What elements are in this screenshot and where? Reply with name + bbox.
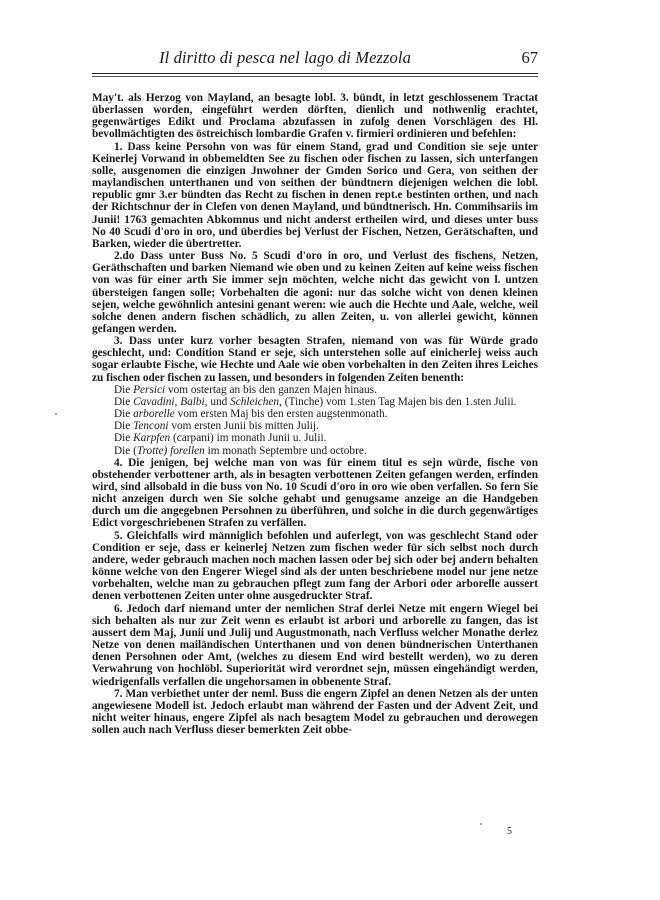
list-item: Die arborelle vom ersten Maj bis den ersten augstenmonath. bbox=[114, 408, 388, 421]
intro-paragraph: May't. als Herzog von Mayland, an besagte lobl. 3. bündt, in letzt geschlossenem Tractat überlassen worden, eingeführt werden dörften, dienlich und nothwenlig erachtet, gegenwärtiges Edikt und Proclama abzufassen in zufolg denen Vorschlägen des Hl. bevollmächtigten des östreichisch lombardie Grafen v. firmieri ordinieren und befehlen: bbox=[92, 92, 538, 141]
signature-mark: 5 bbox=[507, 826, 512, 837]
speck bbox=[480, 823, 482, 825]
running-header bbox=[92, 48, 538, 70]
fish-season-list bbox=[92, 384, 538, 457]
paragraph-2: 2.do Dass unter Buss No. 5 Scudi d'oro in oro, und Verlust des fischens, Netzen, Geräthschaften und barken Niemand wie oben und zu keinen Zeiten auf keine weiss fischen von was für einer arth Sie immer sejn möchten, welche nicht das gewicht von l. untzen übersteigen fangen solle; Vorbehalten die agoni: nur das solche wicht von denen kleinen sejen, welche gewöhnlich antesini genant weren: wie auch die Hechte und Aale, welche, weil solche denen andern fischen schädlich, zu allen Zeiten, u. von allerlei gewicht, können gefangen werden. bbox=[92, 250, 538, 335]
paragraph-4: 4. Die jenigen, bej welche man von was für einem titul es sejn würde, fische von obstehender verbottener arth, als in besagten verbottenen Zeiten gefangen werden, erfinden wird, sind allsobald in die buss von No. 10 Scudi d'oro in oro wie oben verfallen. So fern Sie nicht anzeigen durch wen Sie solche gehabt und genugsame anzeige an die Handgeben durch um die angegebnen Persohnen zu überführen, und solche in die durch gegenwärtiges Edict vorgeschriebenen Strafen zu verfällen. bbox=[92, 456, 538, 530]
header-rule-thin bbox=[92, 76, 538, 77]
paragraph-5: 5. Gleichfalls wird männiglich befohlen und auferlegt, von was geschlecht Stand oder Condition er seje, dass er keinerlej Netzen zum fischen weder für sich selbst noch durch andere, weder gebrauch machen noch machen lassen oder bej sich oder bej andern behalten könne welche von den Engerer Wiegel sind als der unten beschriebene model nur jene netze vorbehalten, welche man zu gebrauchen pflegt zum fang der Arbori oder arborelle aussert denen verbottenen Zeiten unter ohne ausgedruckter Straf. bbox=[92, 529, 538, 603]
list-item: Die Cavadini, Balbi, und Schleichen, (Tinche) vom 1.sten Tag Majen bis den 1.sten Julii. bbox=[114, 395, 517, 408]
list-item: Die Karpfen (carpani) im monath Junii u. Julii. bbox=[114, 432, 327, 445]
paragraph-3: 3. Dass unter kurz vorher besagten Strafen, niemand von was für Würde grado geschlecht, und: Condition Stand er seje, sich unterstehen solle auf einicherlej weiss auch sogar erlaubte Fische, wie Hechte und Aale wie oben vorbehalten in den Zeiten ihres Leiches zu fischen oder fischen zu lassen, und besonders in folgenden Zeiten benenth: bbox=[92, 335, 538, 384]
list-item: Die Tenconi vom ersten Junii bis mitten Julij. bbox=[114, 420, 319, 433]
list-item: Die (Trotte) forellen im monath Septembre und octobre. bbox=[114, 444, 367, 457]
paragraph-1: 1. Dass keine Persohn von was für einem Stand, grad und Condition sie seje unter Keinerlej Vorwand in obbemeldten See zu fischen oder fischen zu lassen, sich unterfangen solle, ausgenomen die einzigen Jnwohner der Gmden Sorico und Gera, von seithen der maylandischen unterthanen und von seithen der bündtnern diejenigen welchen die lobl. republic gmr 3.er bündten das Recht zu fischen in denen rept.e bestinten orthen, und nach der Richtschnur der in Clefen von denen Mayland, und bündtnerisch. Hn. Commihsariis im Junii! 1763 gemachten Abkomnus und nicht anderst ertheilen wird, und dieses unter buss No 40 Scudi d'oro in oro, und überdies bej Verlust der Fischen, Netzen, Gerätschaften, und Barken, wieder die übertretter. bbox=[92, 140, 538, 250]
paragraph-6: 6. Jedoch darf niemand unter der nemlichen Straf derlei Netze mit engern Wiegel bei sich behalten als nur zur Zeit wenn es erlaubt ist arbori und arborelle zu fangen, das ist aussert dem Maj, Junii und Julij und Augustmonath, nach Verfluss welcher Monathe derlez Netze von denen mailändischen Unterthanen und von denen bündnerischen Unterthanen denen Persohnen oder Amt, (welches zu diesem End wird bestellt werden), wo zu deren Verwahrung von hochlöbl. Superiorität wird verordnet sejn, müssen eingehändigt werden, wiedrigenfalls verfallen die ungehorsamen in obbenente Straf. bbox=[92, 602, 538, 688]
running-title: Il diritto di pesca nel lago di Mezzola bbox=[159, 48, 411, 67]
body-text bbox=[92, 92, 538, 736]
list-item: Die Persici vom ostertag an bis den ganzen Majen hinaus. bbox=[114, 383, 377, 396]
header-rule bbox=[92, 73, 538, 74]
page-number: 67 bbox=[521, 48, 538, 67]
speck bbox=[55, 413, 57, 415]
paragraph-7: 7. Man verbiethet unter der neml. Buss die engern Zipfel an denen Netzen als der unten angewiesene Modell ist. Jedoch erlaubt man während der Fasten und der Advent Zeit, und nicht weiter hinaus, engere Zipfel als nach besagtem Model zu gebrauchen und derowegen sollen auch nach Verfluss dieser bemerkten Zeit obbe- bbox=[92, 687, 538, 737]
